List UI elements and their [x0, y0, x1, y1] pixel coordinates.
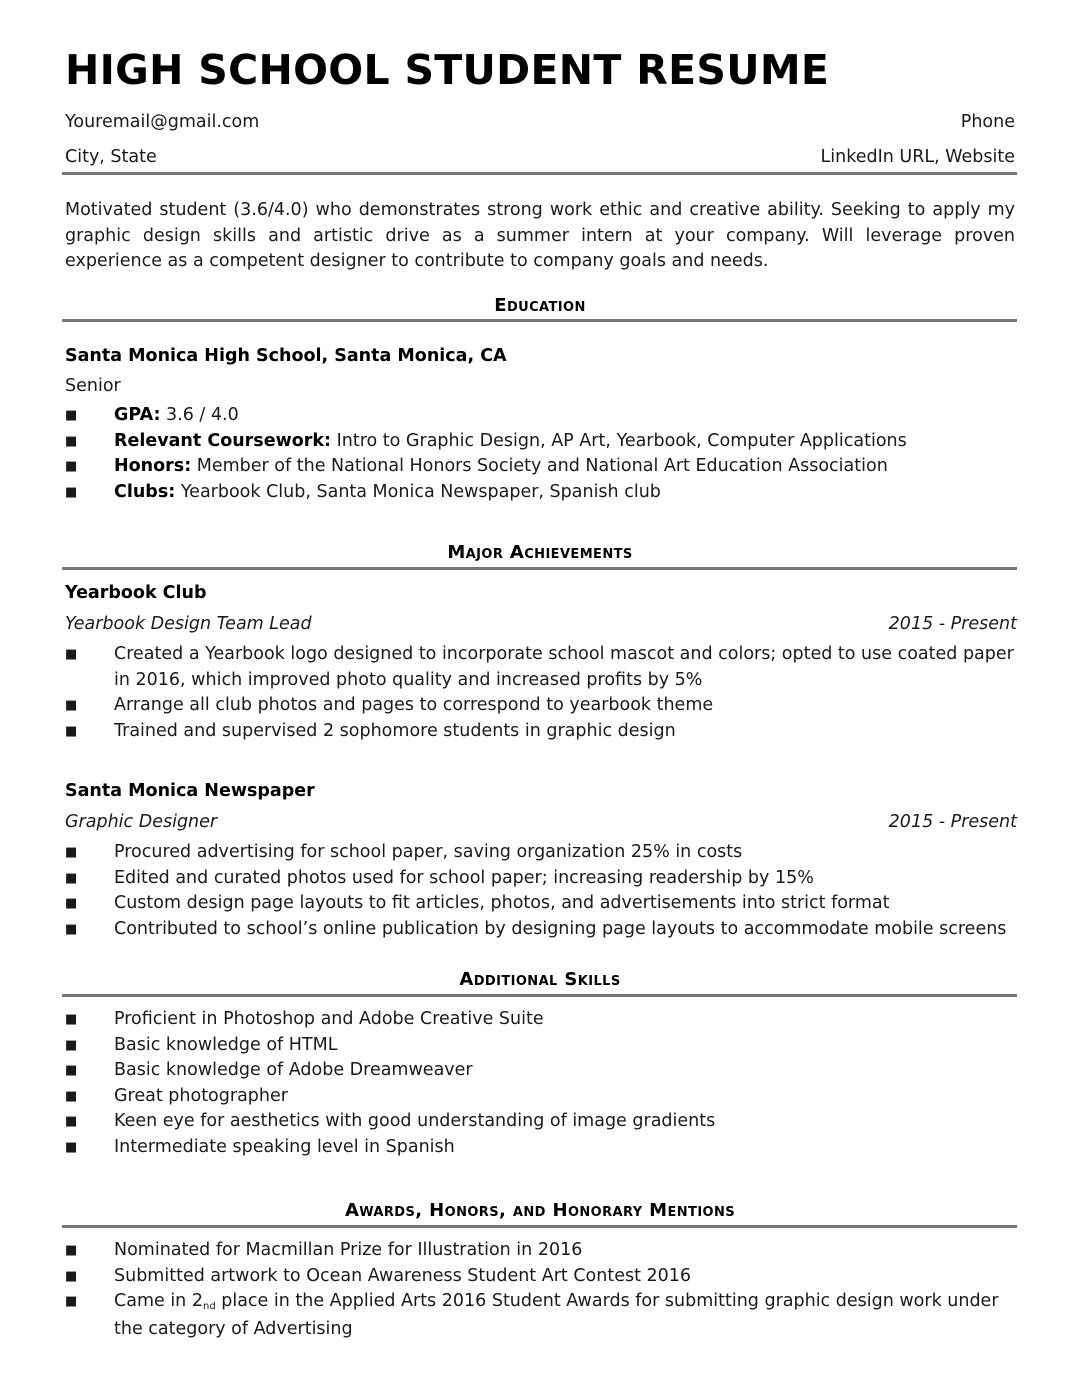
list-item [65, 1007, 1017, 1033]
list-item [65, 1264, 1017, 1290]
list-item [65, 454, 1017, 480]
list-item [65, 840, 1017, 866]
skills-list [65, 1007, 1017, 1160]
role-row [65, 810, 1017, 836]
bullet-icon: ■ [65, 1294, 78, 1309]
contact-row-1 [65, 110, 1015, 136]
bullet-icon: ■ [65, 459, 78, 474]
list-item [65, 1135, 1017, 1161]
item-text: Edited and curated photos used for school paper; increasing readership by 15% [114, 867, 814, 888]
role-title: Graphic Designer [65, 811, 218, 832]
item-text: Proficient in Photoshop and Adobe Creative Suite [114, 1009, 544, 1029]
item-text: Custom design page layouts to fit articles, photos, and advertisements into strict format [114, 893, 890, 913]
education-divider [62, 319, 1017, 322]
list-item [65, 1289, 1017, 1342]
achievements-divider [62, 567, 1017, 570]
role-row [65, 612, 1017, 638]
list-item [65, 693, 1017, 719]
item-text: Procured advertising for school paper, saving organization 25% in costs [114, 842, 743, 862]
bullet-icon: ■ [65, 921, 78, 937]
education-section [65, 344, 1017, 505]
list-item [65, 1238, 1017, 1264]
item-text: Keen eye for aesthetics with good understanding of image gradients [114, 1111, 716, 1131]
skills-divider [62, 994, 1017, 997]
header-divider [62, 172, 1017, 175]
section-title-education: Education [494, 295, 586, 316]
bullet-icon: ■ [65, 647, 78, 662]
bullet-icon: ■ [65, 896, 78, 911]
bullet-icon: ■ [65, 698, 78, 713]
list-item [65, 429, 1017, 455]
item-text: Member of the National Honors Society and National Art Education Association [191, 456, 888, 476]
item-text: Trained and supervised 2 sophomore students in graphic design [114, 720, 676, 741]
bullet-icon: ■ [65, 1243, 78, 1258]
role-dates: 2015 - Present [888, 613, 1017, 634]
bullet-icon: ■ [65, 1088, 78, 1104]
org-name: Yearbook Club [65, 583, 207, 603]
achievement-list [65, 642, 1017, 744]
item-text: Yearbook Club, Santa Monica Newspaper, Spanish club [175, 481, 661, 502]
bullet-icon: ■ [65, 1139, 78, 1155]
skills-section [65, 1007, 1017, 1160]
item-label: GPA: [114, 405, 161, 425]
item-label: Clubs: [114, 481, 176, 502]
list-item [65, 480, 1017, 506]
org-name: Santa Monica Newspaper [65, 781, 315, 801]
item-text: Basic knowledge of HTML [114, 1034, 338, 1055]
list-item [65, 403, 1017, 429]
item-label: Relevant Coursework: [114, 430, 332, 451]
item-text: Nominated for Macmillan Prize for Illustration in 2016 [114, 1240, 583, 1260]
list-item [65, 1084, 1017, 1110]
bullet-icon: ■ [65, 1114, 78, 1129]
bullet-icon: ■ [65, 408, 78, 423]
bullet-icon: ■ [65, 1037, 78, 1053]
ordinal-suffix: nd [202, 1301, 216, 1312]
list-item [65, 866, 1017, 892]
awards-list [65, 1238, 1017, 1342]
achievement-entry-newspaper [65, 779, 1017, 942]
list-item [65, 719, 1017, 745]
bullet-icon: ■ [65, 1012, 78, 1027]
list-item [65, 642, 1017, 693]
school-name: Santa Monica High School, Santa Monica, CA [65, 346, 507, 366]
bullet-icon: ■ [65, 723, 78, 739]
item-text: Submitted artwork to Ocean Awareness Student Art Contest 2016 [114, 1265, 692, 1286]
section-title-achievements: Major Achievements [447, 542, 633, 563]
list-item [65, 1058, 1017, 1084]
item-text: 3.6 / 4.0 [160, 405, 239, 425]
phone: Phone [960, 112, 1015, 132]
item-text: Intermediate speaking level in Spanish [114, 1136, 455, 1157]
email: Youremail@gmail.com [65, 112, 260, 132]
bullet-icon: ■ [65, 870, 78, 886]
section-title-skills: Additional Skills [459, 969, 621, 990]
list-item [65, 917, 1017, 943]
bullet-icon: ■ [65, 433, 78, 449]
item-text: Basic knowledge of Adobe Dreamweaver [114, 1060, 473, 1080]
list-item [65, 891, 1017, 917]
item-text: Intro to Graphic Design, AP Art, Yearbook, Computer Applications [331, 430, 907, 451]
bullet-icon: ■ [65, 484, 78, 500]
bullet-icon: ■ [65, 1063, 78, 1078]
education-list [65, 403, 1017, 505]
item-text: Created a Yearbook logo designed to incorporate school mascot and colors; opted to use coated paper in 2016, which improved photo quality and increased profits by 5% [114, 644, 1014, 690]
resume-title: HIGH SCHOOL STUDENT RESUME [65, 46, 830, 94]
awards-divider [62, 1225, 1017, 1228]
item-text: Came in 2 [114, 1291, 203, 1311]
location: City, State [65, 147, 157, 167]
item-text: place in the Applied Arts 2016 Student Awards for submitting graphic design work under the category of Advertising [114, 1291, 999, 1339]
item-text: Arrange all club photos and pages to correspond to yearbook theme [114, 695, 714, 715]
links: LinkedIn URL, Website [820, 147, 1015, 167]
list-item [65, 1109, 1017, 1135]
section-title-awards: Awards, Honors, and Honorary Mentions [344, 1200, 736, 1221]
list-item [65, 1033, 1017, 1059]
bullet-icon: ■ [65, 1268, 78, 1284]
bullet-icon: ■ [65, 845, 78, 860]
achievement-list [65, 840, 1017, 942]
role-dates: 2015 - Present [888, 811, 1017, 832]
item-text: Great photographer [114, 1085, 288, 1106]
contact-row-2 [65, 145, 1015, 171]
summary: Motivated student (3.6/4.0) who demonstrates strong work ethic and creative ability. Seeking to apply my graphic design skills and artistic drive as a summer intern at your company. Will leverage proven experience as a competent designer to contribute to company goals and needs. [65, 200, 1015, 271]
awards-section [65, 1238, 1017, 1342]
item-label: Honors: [114, 456, 192, 476]
item-text: Contributed to school’s online publication by designing page layouts to accommodate mobile screens [114, 918, 1007, 939]
achievement-entry-yearbook [65, 581, 1017, 744]
grade-level: Senior [65, 375, 121, 396]
role-title: Yearbook Design Team Lead [65, 613, 312, 634]
